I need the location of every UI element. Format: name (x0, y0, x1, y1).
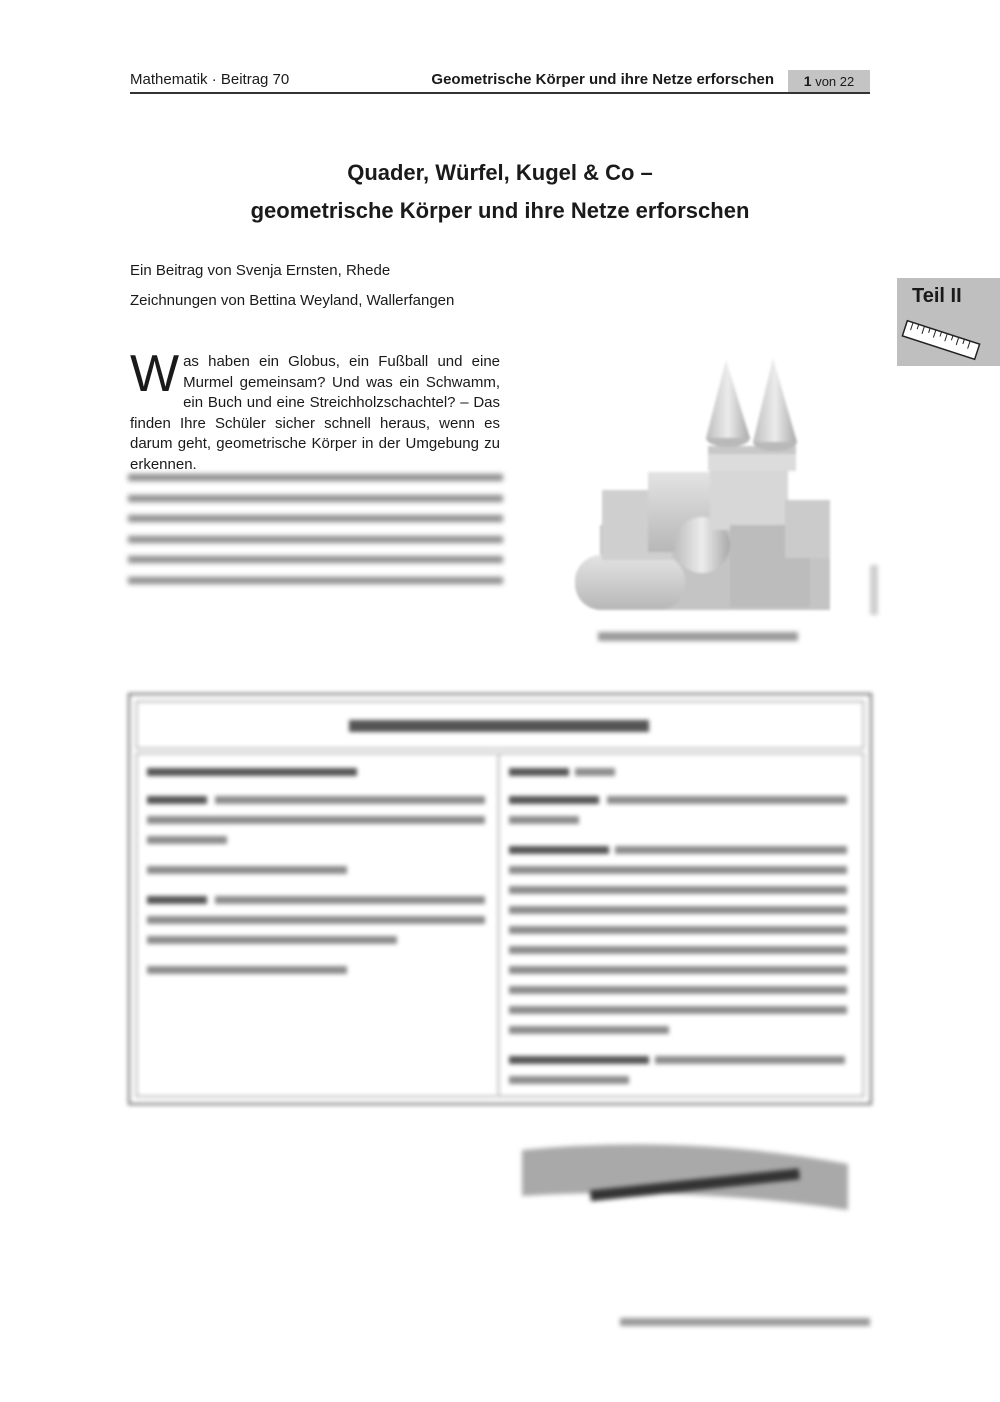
photo-credit (870, 565, 878, 615)
section-tab (897, 278, 1000, 366)
geometric-bodies-photo (560, 350, 850, 620)
materials-banner (518, 1140, 854, 1230)
page-indicator (788, 70, 870, 92)
footer-copyright (620, 1318, 870, 1326)
page-title-line1: Quader, Würfel, Kugel & Co – (347, 160, 653, 185)
photo-caption (598, 632, 798, 641)
page-total: von 22 (815, 74, 855, 89)
blurred-paragraph (128, 474, 503, 598)
dropcap: W (130, 345, 180, 403)
author-line: Ein Beitrag von Svenja Ernsten, Rhede (130, 262, 391, 279)
subject-label: Mathematik · Beitrag 70 (130, 71, 290, 88)
illustrator-line: Zeichnungen von Bettina Weyland, Wallerfangen (130, 292, 455, 309)
intro-text: as haben ein Globus, ein Fußball und eine Murmel gemeinsam? Und was ein Schwamm, ein Buch und eine Streichholzschachtel? – Das finden Ihre Schüler sicher schnell heraus, wenn es darum geht, geometrische Körper in der Umgebung zu erkennen. (130, 353, 500, 473)
intro-paragraph (130, 345, 500, 475)
overview-box (128, 693, 872, 1105)
overview-header (136, 701, 864, 749)
page-number: 1 (803, 73, 812, 89)
overview-left-column (136, 753, 497, 1097)
section-tab-label: Teil II (912, 285, 962, 307)
running-title: Geometrische Körper und ihre Netze erforschen (431, 71, 774, 88)
overview-right-column (498, 753, 864, 1097)
ruler-icon (901, 318, 981, 363)
page-title-line2: geometrische Körper und ihre Netze erforschen (250, 198, 750, 223)
page-header (130, 70, 870, 94)
